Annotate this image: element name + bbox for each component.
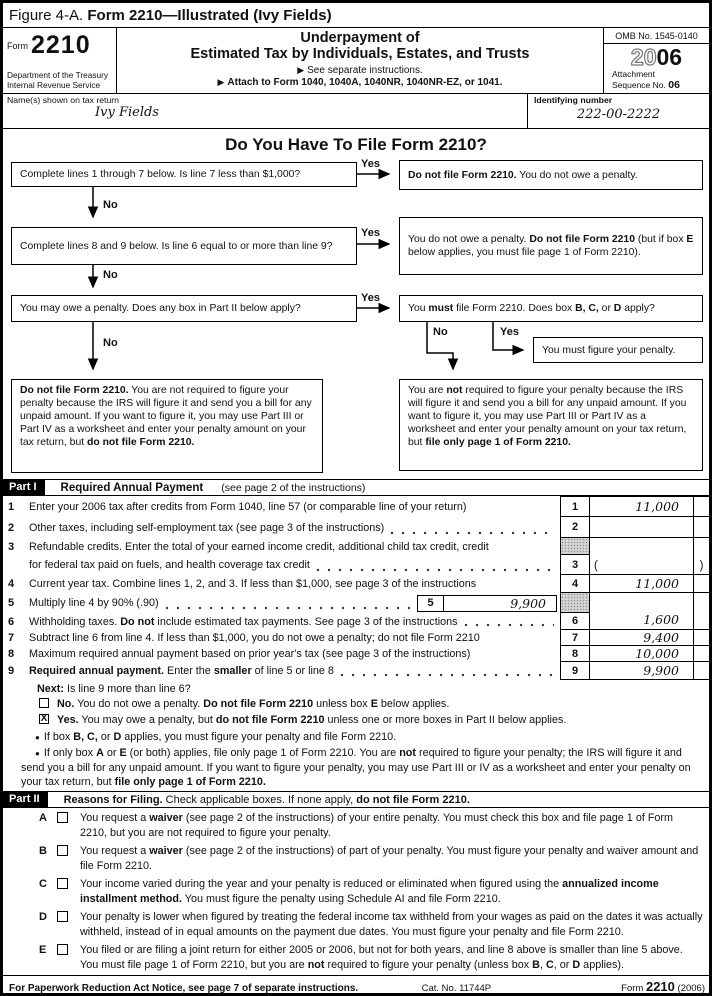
line-5-number: 5 xyxy=(8,597,15,609)
line-8-cents-field[interactable] xyxy=(693,646,709,662)
line-4-text: Current year tax. Combine lines 1, 2, and 3. If less than $1,000, see page 3 of the instructions xyxy=(29,578,477,590)
flow-question-1: Complete lines 1 through 7 below. Is line 7 less than $1,000? xyxy=(11,162,357,187)
line-9-box-number: 9 xyxy=(560,662,589,680)
form-title-block xyxy=(117,28,603,93)
part1-line-8 xyxy=(3,646,709,662)
flow-answer-1-text: Do not file Form 2210. You do not owe a penalty. xyxy=(408,169,638,181)
line-5-inset-box xyxy=(417,595,557,612)
figure-title: Form 2210—Illustrated (Ivy Fields) xyxy=(87,7,332,24)
name-label: Name(s) shown on tax return xyxy=(7,95,120,105)
omb-number: OMB No. 1545-0140 xyxy=(604,28,709,44)
form-header xyxy=(3,28,709,94)
agency-block xyxy=(7,71,114,91)
see-instructions-note xyxy=(117,65,603,76)
part2-item-d xyxy=(39,910,703,940)
line-8-box-number: 8 xyxy=(560,646,589,662)
item-e-letter: E xyxy=(39,944,47,956)
right-pointer-icon: ▶ xyxy=(217,76,225,87)
year-bold: 06 xyxy=(656,44,683,70)
next-yes-option xyxy=(39,713,709,727)
box-d-checkbox[interactable] xyxy=(57,911,68,922)
right-pointer-icon: ▶ xyxy=(297,64,305,75)
flow-final-right-text: You are not required to figure your penalty because the IRS will figure it and send you a bill for any unpaid amount. If you want to figure it, you may use Part III or Part IV as a worksheet and enter your penalty amount on your tax return, but file only page 1 of Form 2210. xyxy=(408,385,687,448)
bullet-icon: ● xyxy=(35,749,40,758)
part1-line-2 xyxy=(3,517,709,538)
flow-final-left-box xyxy=(11,379,323,473)
flow-yes-label-2: Yes xyxy=(361,227,380,239)
part2-item-a xyxy=(39,811,703,841)
line-6-text: Withholding taxes. Do not include estimated tax payments. See page 3 of the instructions xyxy=(29,615,458,628)
line-3-cents-field[interactable] xyxy=(693,538,709,575)
part2-items xyxy=(3,811,709,973)
line-3-text-1: Refundable credits. Enter the total of your earned income credit, additional child tax credit, credit xyxy=(29,540,489,553)
part1-title: Required Annual Payment xyxy=(60,481,204,494)
taxpayer-row xyxy=(3,94,709,129)
part2-badge: Part II xyxy=(3,792,48,807)
flow-yes-label-3: Yes xyxy=(361,292,380,304)
item-d-letter: D xyxy=(39,911,47,923)
line-9-amount-field[interactable] xyxy=(589,662,693,680)
part1-badge: Part I xyxy=(3,480,45,495)
line-5-amount-field[interactable] xyxy=(444,596,556,611)
flow-figure-penalty-box: You must figure your penalty. xyxy=(533,337,703,363)
flow-answer-3-text: You must file Form 2210. Does box B, C, or D apply? xyxy=(408,303,655,314)
name-field[interactable]: Ivy Fields xyxy=(95,105,159,120)
attachment-sequence xyxy=(604,69,709,92)
flow-no-label-2: No xyxy=(103,269,118,281)
line-2-number: 2 xyxy=(8,521,15,534)
line-7-box-number: 7 xyxy=(560,630,589,646)
flow-yes-label-4: Yes xyxy=(500,326,519,338)
line-5-amount-value: 9,900 xyxy=(510,595,546,611)
bullet-item-1 xyxy=(21,730,703,745)
line-7-amount-field[interactable] xyxy=(589,630,693,646)
line-1-amount-field[interactable] xyxy=(589,496,693,517)
next-no-text: No. You do not owe a penalty. Do not file Form 2210 unless box E below applies. xyxy=(57,698,450,710)
open-paren: ( xyxy=(594,560,598,572)
bullet-icon: ● xyxy=(35,733,40,742)
footer-form-number: 2210 xyxy=(645,979,675,994)
line-5-inset-number: 5 xyxy=(418,596,444,611)
line-9-amount-value: 9,900 xyxy=(643,663,679,678)
part2-item-b xyxy=(39,844,703,874)
figure-label: Figure 4-A. xyxy=(9,7,84,24)
box-b-checkbox[interactable] xyxy=(57,845,68,856)
identifying-number-cell xyxy=(527,94,709,128)
line-1-cents-field[interactable] xyxy=(693,496,709,517)
dot-leader xyxy=(316,568,554,572)
form-word: Form xyxy=(7,40,28,51)
line-1-text: Enter your 2006 tax after credits from Form 1040, line 57 (or comparable line of your return) xyxy=(29,500,467,513)
part1-subtitle: (see page 2 of the instructions) xyxy=(221,481,366,494)
bullet-item-2 xyxy=(21,746,703,789)
tax-year xyxy=(604,44,709,69)
next-bullets xyxy=(21,730,703,789)
part2-item-e xyxy=(39,943,703,973)
dot-leader xyxy=(340,673,554,677)
line-1-box-number: 1 xyxy=(560,496,589,517)
next-question-text: Next: Is line 9 more than line 6? xyxy=(37,683,191,695)
item-a-text: You request a waiver (see page 2 of the instructions) of your entire penalty. You must check this box and file page 1 of Form 2210, but you are not required to figure your penalty. xyxy=(80,812,674,839)
part1-line-4 xyxy=(3,575,709,593)
footer-form-year: (2006) xyxy=(674,983,705,994)
line-2-text: Other taxes, including self-employment tax (see page 3 of the instructions) xyxy=(29,521,385,534)
next-yes-checkbox[interactable] xyxy=(39,714,49,724)
line-3-number: 3 xyxy=(8,540,15,553)
flow-no-label-1: No xyxy=(103,199,118,211)
line-5-text: Multiply line 4 by 90% (.90) xyxy=(29,597,159,609)
flow-answer-2-text: You do not owe a penalty. Do not file Form 2210 (but if box E below applies, you must file page 1 of Form 2210). xyxy=(408,233,694,258)
line-2-cents-field[interactable] xyxy=(693,517,709,538)
item-d-text: Your penalty is lower when figured by treating the federal income tax withheld from your wages as paid on the dates it was actually withheld, instead of in equal amounts on the payment due dates. You must figure your penalty and file Form 2210. xyxy=(80,911,703,938)
year-outline: 20 xyxy=(630,44,657,70)
part1-table xyxy=(3,496,709,680)
paperwork-notice: For Paperwork Reduction Act Notice, see page 7 of separate instructions. xyxy=(9,983,359,994)
bullet-2-text: If only box A or E (or both) applies, file only page 1 of Form 2210. You are not required to figure your penalty; the IRS will figure it and send you a bill for any unpaid amount. If you want to figure your penalty, you may use Part III or IV as a worksheet and enter your penalty on your tax return, but file only page 1 of Form 2210. xyxy=(21,747,691,788)
flow-question-3: You may owe a penalty. Does any box in Part II below apply? xyxy=(11,295,357,322)
omb-year-block xyxy=(603,28,709,93)
line-7-cents-field[interactable] xyxy=(693,630,709,646)
line-8-amount-field[interactable] xyxy=(589,646,693,662)
line-4-amount-field[interactable] xyxy=(589,575,693,593)
flowchart-title: Do You Have To File Form 2210? xyxy=(225,135,487,154)
part2-item-c xyxy=(39,877,703,907)
flow-answer-1 xyxy=(399,160,703,190)
item-b-letter: B xyxy=(39,845,47,857)
identifying-number-field[interactable]: 222-00-2222 xyxy=(576,107,661,122)
attach-text: Attach to Form 1040, 1040A, 1040NR, 1040NR-EZ, or 1041. xyxy=(227,76,503,88)
part1-line-7 xyxy=(3,630,709,646)
line-6-cents-field[interactable] xyxy=(693,593,709,630)
flow-question-2: Complete lines 8 and 9 below. Is line 6 equal to or more than line 9? xyxy=(11,227,357,265)
attach-note xyxy=(117,77,603,88)
item-b-text: You request a waiver (see page 2 of the instructions) of part of your penalty. You must figure your penalty and waiver amount and file Form 2210. xyxy=(80,845,699,872)
sequence-number: 06 xyxy=(668,79,680,92)
dot-leader xyxy=(390,531,554,535)
line-8-amount-value: 10,000 xyxy=(635,646,679,661)
part2-heading: Reasons for Filing. Check applicable boxes. If none apply, do not file Form 2210. xyxy=(63,793,470,806)
part1-line-3 xyxy=(3,538,709,575)
line-4-cents-field[interactable] xyxy=(693,575,709,593)
dot-leader xyxy=(165,606,411,610)
bullet-1-text: If box B, C, or D applies, you must figure your penalty and file Form 2210. xyxy=(43,731,397,743)
part2-header-bar xyxy=(3,791,709,808)
see-instructions-text: See separate instructions. xyxy=(307,64,423,76)
line-9-number: 9 xyxy=(8,665,15,677)
item-a-letter: A xyxy=(39,812,47,824)
item-c-letter: C xyxy=(39,878,47,890)
line-9-cents-field[interactable] xyxy=(693,662,709,680)
line-2-box-number: 2 xyxy=(560,517,589,538)
flow-answer-2 xyxy=(399,217,703,275)
line-8-number: 8 xyxy=(8,648,15,660)
item-c-text: Your income varied during the year and your penalty is reduced or eliminated when figured using the annualized income installment method. You must figure the penalty using Schedule AI and file Form 2210. xyxy=(80,878,659,905)
identifying-number-label: Identifying number xyxy=(534,95,613,105)
flow-no-label-3: No xyxy=(433,326,448,338)
next-yes-text: Yes. You may owe a penalty, but do not file Form 2210 unless one or more boxes in Part II below applies. xyxy=(57,714,567,726)
form-id-block xyxy=(3,28,117,93)
flow-yes-label-1: Yes xyxy=(361,158,380,170)
line-6-number: 6 xyxy=(8,615,15,628)
form-title-line2: Estimated Tax by Individuals, Estates, and Trusts xyxy=(190,45,530,62)
catalog-number: Cat. No. 11744P xyxy=(421,983,492,994)
line-1-number: 1 xyxy=(8,500,15,513)
line-2-amount-field[interactable] xyxy=(589,517,693,538)
line-4-box-number: 4 xyxy=(560,575,589,593)
line-3-text-2: for federal tax paid on fuels, and health coverage tax credit xyxy=(29,559,310,571)
footer-form-word: Form xyxy=(621,983,646,994)
box-e-checkbox[interactable] xyxy=(57,944,68,955)
line-4-amount-value: 11,000 xyxy=(635,576,679,591)
line-7-amount-value: 9,400 xyxy=(643,630,679,645)
item-e-text: You filed or are filing a joint return for either 2005 or 2006, but not for both years, and line 8 above is smaller than line 5 above. You must file page 1 of Form 2210, but you are not required to figure your penalty (unless box B, C, or D applies). xyxy=(80,944,683,971)
line-4-number: 4 xyxy=(8,578,15,590)
form-footer-id xyxy=(621,979,705,994)
dot-leader xyxy=(464,623,554,627)
next-question xyxy=(37,683,709,695)
shaded-cell xyxy=(560,593,589,613)
form-title-line1: Underpayment of xyxy=(300,30,420,46)
line-7-number: 7 xyxy=(8,632,15,644)
line-3-amount-field[interactable] xyxy=(589,538,693,575)
form-number: 2210 xyxy=(31,31,91,59)
box-a-checkbox[interactable] xyxy=(57,812,68,823)
part1-lines-5-6 xyxy=(3,593,709,630)
sequence-label: Sequence No. xyxy=(612,80,669,91)
next-no-option xyxy=(39,697,709,711)
flow-no-label-4: No xyxy=(103,337,118,349)
next-no-checkbox[interactable] xyxy=(39,698,49,708)
agency-line-2: Internal Revenue Service xyxy=(7,80,101,91)
figure-caption xyxy=(3,3,709,28)
close-paren: ) xyxy=(699,560,704,572)
attachment-label: Attachment xyxy=(612,69,655,80)
line-9-text: Required annual payment. Enter the smaller of line 5 or line 8 xyxy=(29,665,334,677)
box-c-checkbox[interactable] xyxy=(57,878,68,889)
flowchart xyxy=(3,157,709,479)
part1-header-bar xyxy=(3,479,709,496)
line-6-amount-field[interactable] xyxy=(589,593,693,630)
line-6-box-number: 6 xyxy=(560,613,589,630)
flow-final-left-text: Do not file Form 2210. You are not required to figure your penalty because the IRS will figure it and send you a bill for any unpaid amount. If you want to figure it, you may use Part III or Part IV as a worksheet and enter your penalty amount on your tax return, but do not file Form 2210. xyxy=(20,385,312,448)
checkbox-x-mark: X xyxy=(40,713,48,724)
shaded-cell xyxy=(560,538,589,555)
line-7-text: Subtract line 6 from line 4. If less than $1,000, you do not owe a penalty; do not file Form 2210 xyxy=(29,632,480,644)
line-1-amount-value: 11,000 xyxy=(635,499,679,514)
page-footer xyxy=(3,975,709,993)
line-3-box-number: 3 xyxy=(560,555,589,575)
flow-answer-3 xyxy=(399,295,703,322)
agency-line-1: Department of the Treasury xyxy=(7,70,108,81)
flow-final-right-box xyxy=(399,379,703,471)
line-6-amount-value: 1,600 xyxy=(643,612,679,627)
name-cell xyxy=(3,94,527,128)
part1-line-1 xyxy=(3,496,709,517)
part1-line-9 xyxy=(3,662,709,680)
line-8-text: Maximum required annual payment based on prior year's tax (see page 3 of the instructions) xyxy=(29,648,471,660)
